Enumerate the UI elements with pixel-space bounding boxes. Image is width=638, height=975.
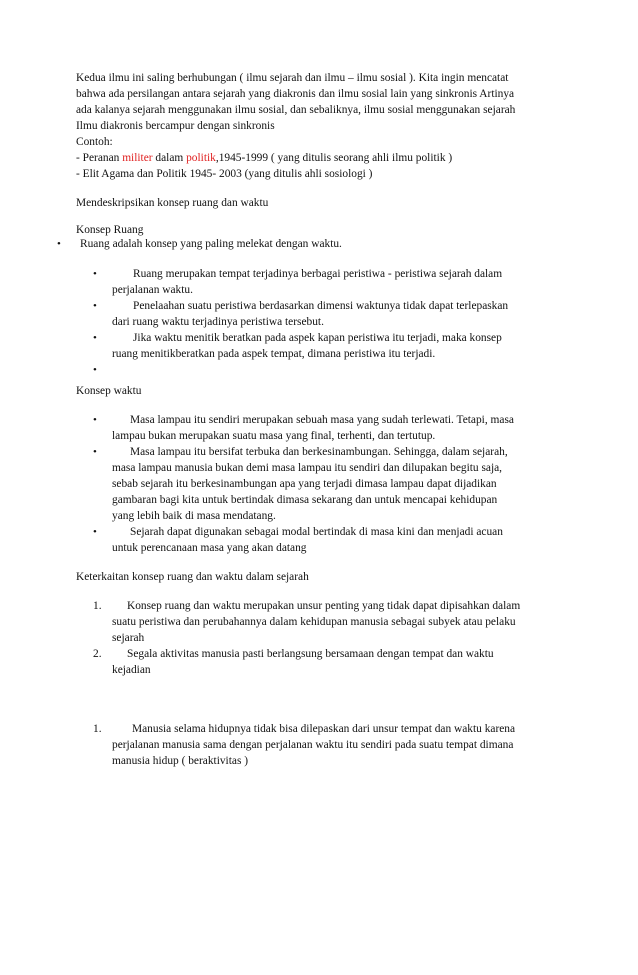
contoh-label: Contoh: — [76, 136, 113, 148]
heading-describe: Mendeskripsikan konsep ruang dan waktu — [76, 197, 269, 209]
ruang-item-line: dari ruang waktu terjadinya peristiwa tersebut. — [112, 316, 324, 328]
waktu-item-line: Sejarah dapat digunakan sebagai modal bertindak di masa kini dan menjadi acuan — [130, 526, 503, 538]
bullet-icon: • — [93, 526, 97, 538]
keterkaitan-item-line: sejarah — [112, 632, 145, 644]
bullet-icon: • — [93, 332, 97, 344]
final-item-line: Manusia selama hidupnya tidak bisa dilepaskan dari unsur tempat dan waktu karena — [132, 723, 516, 735]
highlight-politik: politik — [186, 152, 216, 164]
keterkaitan-item-line: suatu peristiwa dan perubahannya dalam kehidupan manusia sebagai subyek atau pelaku — [112, 616, 516, 628]
example-prefix: - Peranan — [76, 152, 123, 164]
keterkaitan-item-line: kejadian — [112, 664, 151, 676]
bullet-icon: • — [93, 300, 97, 312]
example-line-2: - Elit Agama dan Politik 1945- 2003 (yang ditulis ahli sosiologi ) — [76, 168, 373, 180]
heading-konsep-waktu: Konsep waktu — [76, 385, 142, 397]
intro-line: bahwa ada persilangan antara sejarah yang diakronis dan ilmu sosial lain yang sinkronis Artinya — [76, 88, 515, 100]
intro-line: Kedua ilmu ini saling berhubungan ( ilmu sejarah dan ilmu – ilmu sosial ). Kita ingin mencatat — [76, 72, 509, 84]
intro-line: ada kalanya sejarah menggunakan ilmu sosial, dan sebaliknya, ilmu sosial menggunakan sejarah — [76, 104, 516, 116]
bullet-icon: • — [57, 238, 61, 250]
bullet-icon: • — [93, 414, 97, 426]
bullet-icon: • — [93, 364, 97, 376]
final-item-line: manusia hidup ( beraktivitas ) — [112, 755, 249, 767]
ruang-item-line: Jika waktu menitik beratkan pada aspek kapan peristiwa itu terjadi, maka konsep — [133, 332, 502, 344]
example-mid: dalam — [152, 152, 187, 164]
heading-konsep-ruang: Konsep Ruang — [76, 224, 144, 236]
example-line-1 — [76, 150, 452, 166]
waktu-item-line: gambaran bagi kita untuk bertindak dimasa sekarang dan untuk mencapai kehidupan — [112, 494, 498, 506]
highlight-militer: militer — [122, 152, 153, 164]
heading-keterkaitan: Keterkaitan konsep ruang dan waktu dalam sejarah — [76, 571, 309, 583]
list-number: 1. — [93, 600, 102, 612]
ruang-item-line: Ruang merupakan tempat terjadinya berbagai peristiwa - peristiwa sejarah dalam — [133, 268, 503, 280]
intro-line: Ilmu diakronis bercampur dengan sinkronis — [76, 120, 275, 132]
waktu-item-line: masa lampau manusia bukan demi masa lampau itu sendiri dan dilupakan begitu saja, — [112, 462, 503, 474]
keterkaitan-item-line: Konsep ruang dan waktu merupakan unsur penting yang tidak dapat dipisahkan dalam — [127, 600, 521, 612]
bullet-icon: • — [93, 446, 97, 458]
waktu-item-line: lampau bukan merupakan suatu masa yang final, terhenti, dan tertutup. — [112, 430, 436, 442]
ruang-item-line: Penelaahan suatu peristiwa berdasarkan dimensi waktunya tidak dapat terlepaskan — [133, 300, 509, 312]
example-suffix: ,1945-1999 ( yang ditulis seorang ahli ilmu politik ) — [215, 152, 453, 164]
list-number: 1. — [93, 723, 102, 735]
waktu-item-line: Masa lampau itu bersifat terbuka dan berkesinambungan. Sehingga, dalam sejarah, — [130, 446, 508, 458]
list-number: 2. — [93, 648, 102, 660]
keterkaitan-item-line: Segala aktivitas manusia pasti berlangsung bersamaan dengan tempat dan waktu — [127, 648, 494, 660]
ruang-definition: Ruang adalah konsep yang paling melekat dengan waktu. — [80, 238, 342, 250]
final-item-line: perjalanan manusia sama dengan perjalanan waktu itu sendiri pada suatu tempat dimana — [112, 739, 514, 751]
ruang-item-line: ruang menitikberatkan pada aspek tempat, dimana peristiwa itu terjadi. — [112, 348, 436, 360]
waktu-item-line: sebab sejarah itu berkesinambungan apa yang terjadi dimasa lampau dapat dijadikan — [112, 478, 497, 490]
waktu-item-line: untuk perencanaan masa yang akan datang — [112, 542, 307, 554]
ruang-item-line: perjalanan waktu. — [112, 284, 193, 296]
waktu-item-line: Masa lampau itu sendiri merupakan sebuah masa yang sudah terlewati. Tetapi, masa — [130, 414, 514, 426]
waktu-item-line: yang lebih baik di masa mendatang. — [112, 510, 276, 522]
bullet-icon: • — [93, 268, 97, 280]
